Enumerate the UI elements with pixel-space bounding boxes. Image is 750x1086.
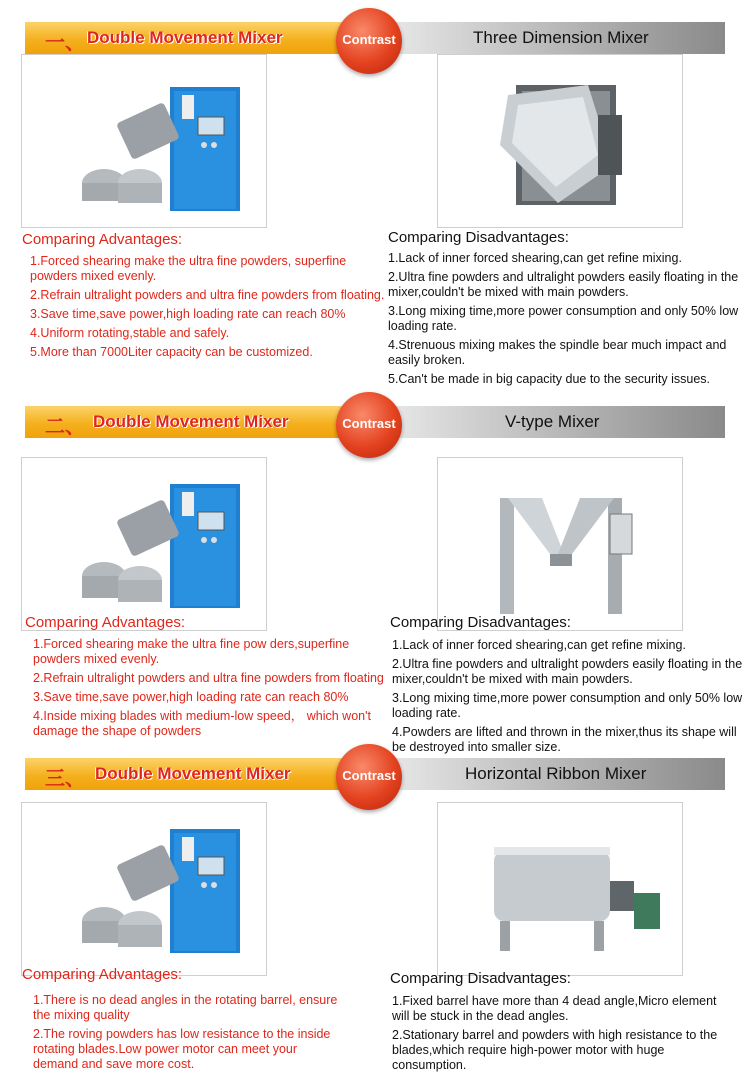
- disadvantage-item: 2.Stationary barrel and powders with high resistance to the blades,which require high-power motor with huge consumption.: [392, 1028, 718, 1072]
- disadvantage-item: 2.Ultra fine powders and ultralight powders easily floating in the mixer,couldn't be mixed with main powders.: [392, 657, 743, 686]
- disadvantages-heading: Comparing Disadvantages:: [390, 970, 571, 987]
- disadvantages-list: [392, 638, 748, 759]
- right-mixer-title: Three Dimension Mixer: [473, 28, 649, 47]
- three-dimension-mixer-image: [437, 54, 683, 228]
- advantages-heading: Comparing Advantages:: [25, 614, 186, 631]
- section-number: 一、: [45, 32, 85, 54]
- advantage-item: 1.Forced shearing make the ultra fine pow ders,superfine powders mixed evenly.: [33, 637, 350, 666]
- advantages-heading: Comparing Advantages:: [22, 231, 183, 248]
- advantage-item: 1.Forced shearing make the ultra fine powders, superfine powders mixed evenly.: [30, 254, 347, 283]
- advantages-heading: Comparing Advantages:: [22, 966, 183, 983]
- header-right-band: [345, 22, 725, 54]
- disadvantage-item: 1.Lack of inner forced shearing,can get refine mixing.: [388, 251, 682, 265]
- left-mixer-title: Double Movement Mixer: [87, 28, 283, 47]
- right-mixer-title: Horizontal Ribbon Mixer: [465, 764, 647, 783]
- contrast-badge: [336, 8, 402, 74]
- advantage-item: 4.Inside mixing blades with medium-low speed， which won't damage the shape of powders: [33, 709, 371, 738]
- horizontal-ribbon-mixer-image: [437, 802, 683, 976]
- disadvantages-heading: Comparing Disadvantages:: [390, 614, 571, 631]
- disadvantage-item: 1.Fixed barrel have more than 4 dead angle,Micro element will be stuck in the dead angles.: [392, 994, 717, 1023]
- double-movement-mixer-image: [21, 802, 267, 976]
- section-number: 二、: [45, 416, 85, 438]
- right-mixer-title: V-type Mixer: [505, 412, 600, 431]
- disadvantage-item: 4.Strenuous mixing makes the spindle bear much impact and easily broken.: [388, 338, 727, 367]
- double-movement-mixer-image: [21, 457, 267, 631]
- left-mixer-title: Double Movement Mixer: [95, 764, 291, 783]
- advantage-item: 2.Refrain ultralight powders and ultra fine powders from floating: [33, 671, 384, 685]
- section-number: 三、: [45, 768, 85, 790]
- disadvantage-item: 4.Powders are lifted and thrown in the mixer,thus its shape will be destroyed into smaller size.: [392, 725, 737, 754]
- disadvantage-item: 1.Lack of inner forced shearing,can get refine mixing.: [392, 638, 686, 652]
- disadvantage-item: 3.Long mixing time,more power consumption and only 50% low loading rate.: [388, 304, 739, 333]
- advantage-item: 3.Save time,save power,high loading rate can reach 80%: [33, 690, 349, 704]
- disadvantage-item: 2.Ultra fine powders and ultralight powders easily floating in the mixer,couldn't be mixed with main powders.: [388, 270, 739, 299]
- header-left-band: [25, 406, 345, 438]
- header-left-band: [25, 22, 345, 54]
- section-header: [25, 22, 725, 54]
- section-header: [25, 758, 725, 790]
- disadvantages-list: [392, 994, 732, 1077]
- advantages-list: [33, 993, 343, 1076]
- disadvantage-item: 5.Can't be made in big capacity due to the security issues.: [388, 372, 711, 386]
- disadvantages-list: [388, 251, 748, 391]
- contrast-label: Contrast: [342, 416, 396, 431]
- advantages-list: [33, 637, 385, 743]
- contrast-label: Contrast: [342, 32, 396, 47]
- v-type-mixer-image: [437, 457, 683, 631]
- advantage-item: 4.Uniform rotating,stable and safely.: [30, 326, 230, 340]
- disadvantages-heading: Comparing Disadvantages:: [388, 229, 569, 246]
- header-right-band: [345, 758, 725, 790]
- section-header: [25, 406, 725, 438]
- contrast-label: Contrast: [342, 768, 396, 783]
- contrast-badge: [336, 392, 402, 458]
- left-mixer-title: Double Movement Mixer: [93, 412, 289, 431]
- advantage-item: 2.Refrain ultralight powders and ultra fine powders from floating.: [30, 288, 385, 302]
- advantage-item: 5.More than 7000Liter capacity can be customized.: [30, 345, 313, 359]
- advantage-item: 2.The roving powders has low resistance to the inside rotating blades.Low power motor can meet your demand and save more cost.: [33, 1027, 331, 1071]
- contrast-badge: [336, 744, 402, 810]
- double-movement-mixer-image: [21, 54, 267, 228]
- disadvantage-item: 3.Long mixing time,more power consumption and only 50% low loading rate.: [392, 691, 743, 720]
- header-left-band: [25, 758, 345, 790]
- advantage-item: 3.Save time,save power,high loading rate can reach 80%: [30, 307, 346, 321]
- header-right-band: [345, 406, 725, 438]
- advantage-item: 1.There is no dead angles in the rotating barrel, ensure the mixing quality: [33, 993, 338, 1022]
- advantages-list: [30, 254, 385, 364]
